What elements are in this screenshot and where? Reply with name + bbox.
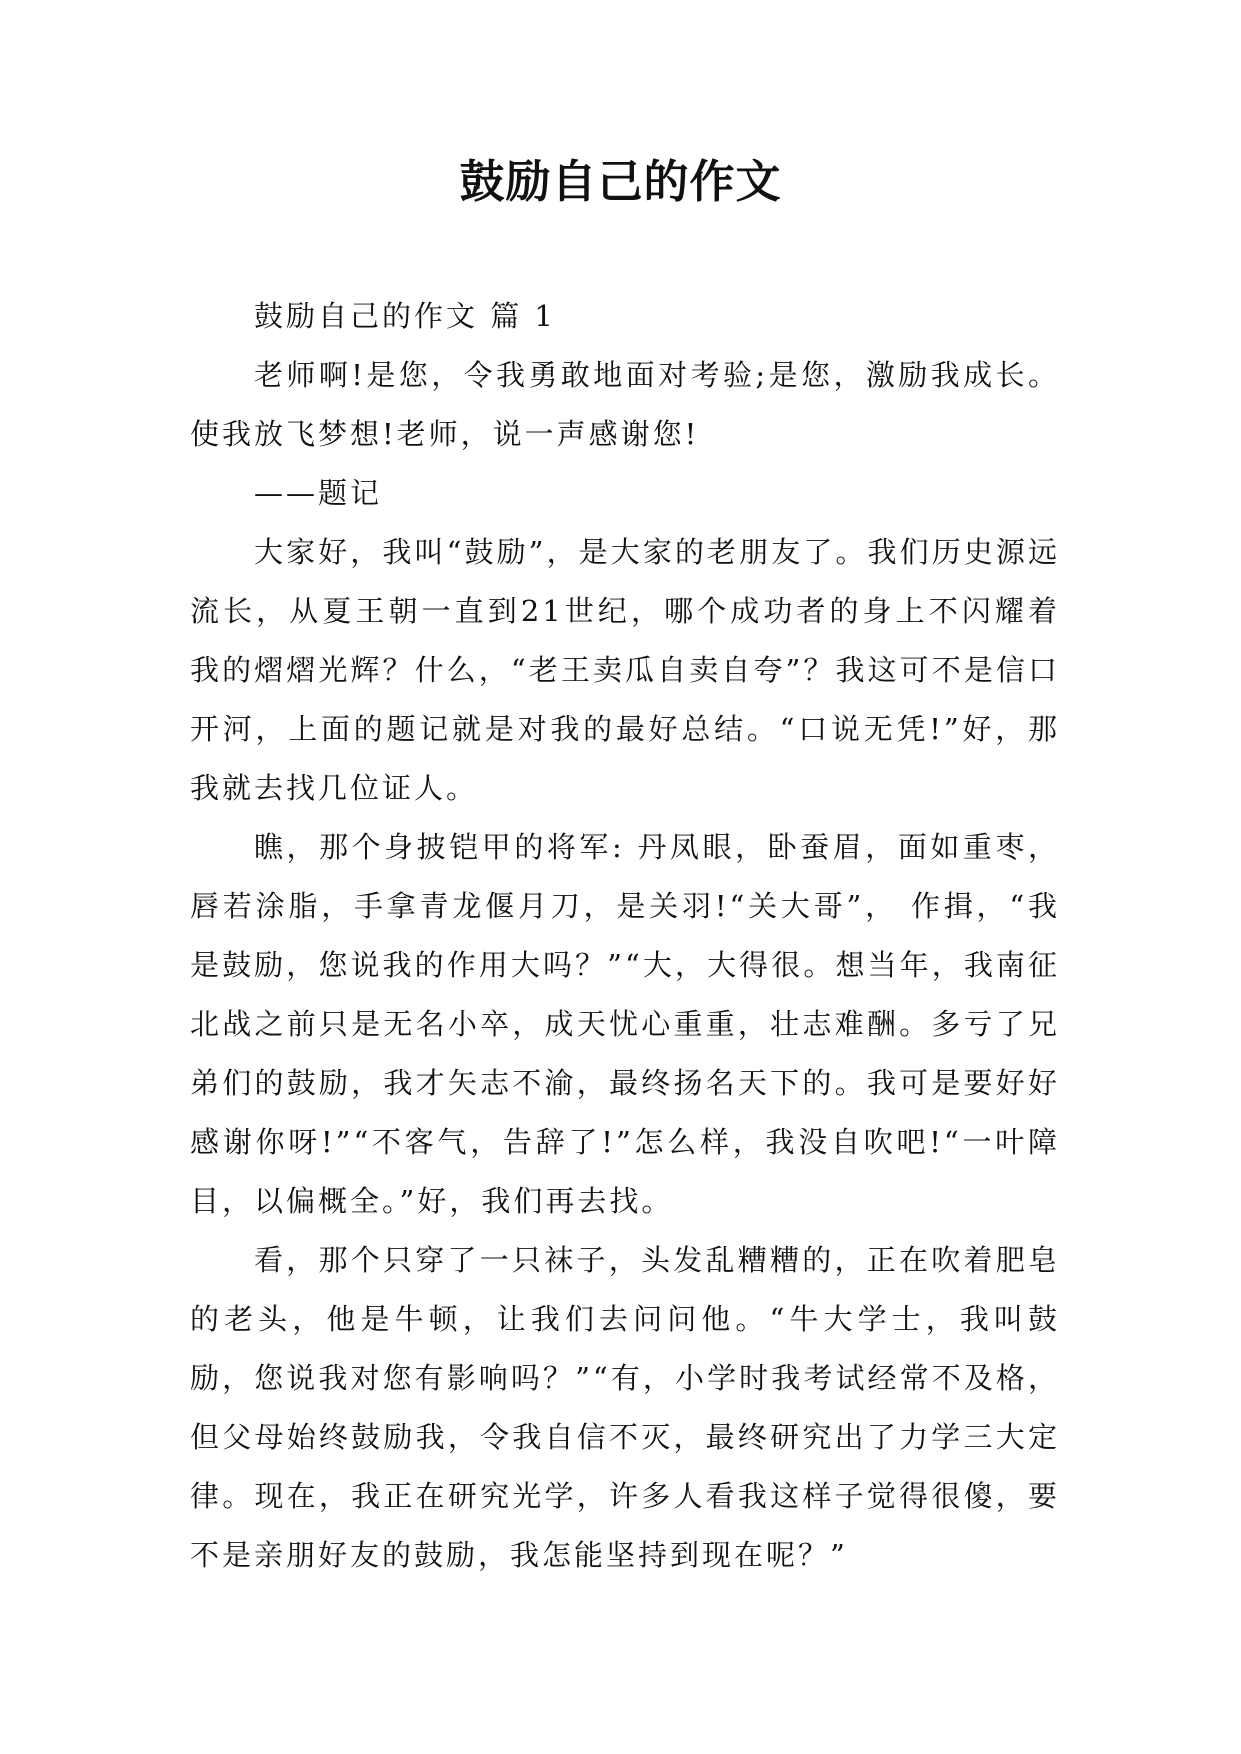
paragraph: 瞧，那个身披铠甲的将军: 丹凤眼，卧蚕眉，面如重枣，唇若涂脂，手拿青龙偃月刀，是关羽!“关大哥”， 作揖，“我是鼓励，您说我的作用大吗？”“大，大得很。想当年，我南征北战之前只是无名小卒，成天忧心重重，壮志难酬。多亏了兄弟们的鼓励，我才矢志不渝，最终扬名天下的。我可是要好好感谢你呀!”“不客气，告辞了!”怎么样，我没自吹吧!“一叶障目，以偏概全。”好，我们再去找。	[190, 830, 1060, 1218]
epigraph-attribution: ——题记	[254, 476, 383, 510]
section-heading: 鼓励自己的作文 篇 1	[254, 299, 556, 333]
paragraph: 看，那个只穿了一只袜子，头发乱糟糟的，正在吹着肥皂的老头，他是牛顿，让我们去问问他。“牛大学士，我叫鼓励，您说我对您有影响吗？”“有，小学时我考试经常不及格，但父母始终鼓励我，令我自信不灭，最终研究出了力学三大定律。现在，我正在研究光学，许多人看我这样子觉得很傻，要不是亲朋好友的鼓励，我怎能坚持到现在呢？”	[190, 1243, 1060, 1572]
paragraph: 老师啊!是您，令我勇敢地面对考验;是您，激励我成长。使我放飞梦想!老师，说一声感谢您!	[190, 358, 1060, 451]
paragraph: 大家好，我叫“鼓励”，是大家的老朋友了。我们历史源远流长，从夏王朝一直到21世纪，哪个成功者的身上不闪耀着我的熠熠光辉？什么，“老王卖瓜自卖自夸”？我这可不是信口开河，上面的题记就是对我的最好总结。“口说无凭!”好，那我就去找几位证人。	[190, 535, 1060, 805]
document-title: 鼓励自己的作文	[459, 155, 782, 208]
document-body	[190, 287, 1060, 1585]
